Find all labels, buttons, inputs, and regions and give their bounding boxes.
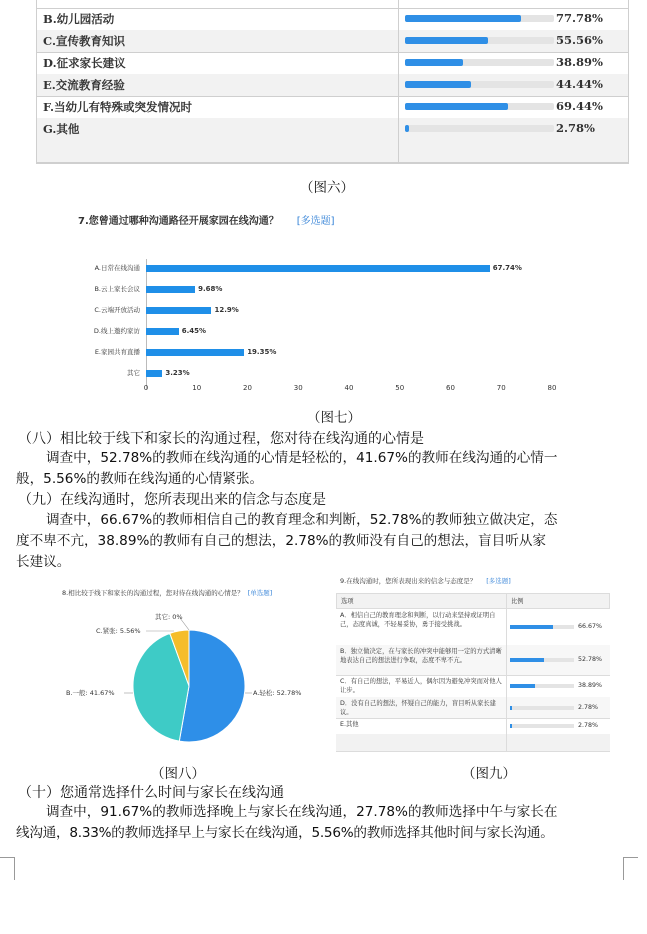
- paragraph-line: 度不卑不亢，38.89%的教师有自己的想法，2.78%的教师没有自己的想法，盲目听从家: [16, 533, 547, 549]
- section10-heading: （十）您通常选择什么时间与家长在线沟通: [18, 785, 284, 801]
- table-row: [336, 675, 610, 698]
- figure8-pie-chart: [0, 600, 330, 760]
- data-label: 6.45%: [181, 327, 207, 335]
- question-text: 8.相比较于线下和家长的沟通过程，您对待在线沟通的心情是？: [62, 589, 244, 597]
- row-percent: 77.78%: [556, 11, 603, 25]
- figure9-table: [336, 593, 610, 751]
- question-text: 7.您曾通过哪种沟通路径开展家园在线沟通？: [78, 216, 279, 227]
- slice-label: B.一般: 41.67%: [66, 689, 115, 697]
- paragraph-line: 调查中，52.78%的教师在线沟通的心情是轻松的，41.67%的教师在线沟通的心情一: [46, 450, 558, 466]
- table-row: [336, 609, 610, 646]
- progress-fill: [510, 706, 512, 710]
- bar: [146, 349, 244, 356]
- bar: [146, 307, 211, 314]
- paragraph-line: 线沟通，8.33%的教师选择早上与家长在线沟通，5.56%的教师选择其他时间与家长沟通。: [16, 825, 554, 841]
- row-label: B.幼儿园活动: [43, 12, 115, 26]
- progress-track: [510, 706, 574, 710]
- bar: [146, 328, 179, 335]
- question-text: 9.在线沟通时，您所表现出来的信念与态度是？: [340, 577, 477, 585]
- data-label: 67.74%: [492, 264, 522, 272]
- table-row: [336, 645, 610, 676]
- figure8-question: [62, 588, 272, 597]
- section9-heading: （九）在线沟通时，您所表现出来的信念与态度是: [18, 492, 326, 508]
- progress-fill: [510, 724, 512, 728]
- row-percent: 55.56%: [556, 33, 603, 47]
- x-tick-label: 70: [496, 384, 506, 392]
- figure9-caption: （图九）: [462, 766, 516, 782]
- figure8-caption: （图八）: [151, 766, 205, 782]
- row-percent: 52.78%: [578, 656, 603, 663]
- slice-label: C.紧张: 5.56%: [96, 627, 141, 635]
- page-corner-mark: [0, 857, 15, 880]
- data-label: 9.68%: [198, 285, 223, 293]
- x-tick-label: 80: [547, 384, 557, 392]
- option-text: D．没有自己的想法，怀疑自己的能力，盲目听从家长建议。: [340, 700, 496, 716]
- x-tick-label: 20: [243, 384, 252, 392]
- table-row: [336, 697, 610, 719]
- table-row: [336, 718, 610, 735]
- category-label: A.日常在线沟通: [94, 264, 140, 272]
- progress-track: [510, 684, 574, 688]
- bar: [146, 370, 162, 377]
- progress-fill: [510, 658, 544, 662]
- figure6-caption: （图六）: [300, 180, 354, 196]
- section8-heading: （八）相比较于线下和家长的沟通过程，您对待在线沟通的心情是: [18, 431, 424, 447]
- row-label: F.当幼儿有特殊或突发情况时: [43, 100, 193, 114]
- page-corner-mark: [623, 857, 638, 880]
- row-percent: 38.89%: [556, 55, 603, 69]
- progress-track: [510, 625, 574, 629]
- paragraph-line: 般，5.56%的教师在线沟通的心情紧张。: [16, 471, 264, 487]
- row-percent: 38.89%: [578, 682, 603, 689]
- question-type-tag: [多选题]: [486, 577, 511, 585]
- data-label: 12.9%: [214, 306, 239, 314]
- row-label: D.征求家长建议: [43, 56, 126, 70]
- row-label: G.其他: [43, 122, 80, 136]
- column-header-option: 选项: [341, 598, 354, 605]
- bar: [146, 286, 195, 293]
- category-label: E.家园共育直播: [94, 348, 140, 356]
- bar: [146, 265, 490, 272]
- category-label: C.云端开放活动: [94, 306, 140, 314]
- x-tick-label: 50: [395, 384, 405, 392]
- column-header-ratio: 比例: [511, 598, 524, 605]
- section9-paragraph: [16, 510, 636, 573]
- data-label: 19.35%: [247, 348, 277, 356]
- row-label: E.交流教育经验: [43, 78, 125, 92]
- progress-track: [510, 658, 574, 662]
- question-type-tag: [单选题]: [247, 589, 273, 597]
- column-divider: [506, 593, 507, 751]
- table-row: [336, 734, 610, 752]
- category-label: 其它: [127, 369, 140, 377]
- progress-fill: [510, 684, 535, 688]
- paragraph-line: 调查中，91.67%的教师选择晚上与家长在线沟通，27.78%的教师选择中午与家长在: [46, 804, 558, 820]
- slice-label: 其它: 0%: [155, 613, 183, 621]
- row-percent: 66.67%: [578, 623, 603, 630]
- slice-label: A.轻松: 52.78%: [253, 689, 302, 697]
- figure7-chart: [0, 0, 647, 400]
- x-tick-label: 10: [192, 384, 202, 392]
- option-text: C．有自己的想法，平易近人，偶尔因为避免冲突而对他人让步。: [340, 678, 502, 694]
- table-header: [336, 593, 610, 609]
- x-tick-label: 60: [446, 384, 455, 392]
- progress-track: [510, 724, 574, 728]
- row-percent: 44.44%: [556, 77, 603, 91]
- option-text: A．相信自己的教育理念和判断，以行动来坚持或证明自己，态度真诚，不轻易妥协，勇于接受挑战。: [340, 612, 496, 628]
- row-percent: 2.78%: [578, 722, 599, 729]
- progress-fill: [510, 625, 553, 629]
- data-label: 3.23%: [165, 369, 190, 377]
- x-tick-label: 40: [344, 384, 354, 392]
- row-percent: 2.78%: [556, 121, 595, 135]
- category-label: B.云上家长会议: [94, 285, 140, 293]
- paragraph-line: 长建议。: [16, 554, 71, 570]
- row-label: C.宣传教育知识: [43, 34, 125, 48]
- option-text: E.其他: [340, 721, 359, 728]
- section8-paragraph: [16, 448, 636, 490]
- x-tick-label: 0: [143, 384, 149, 392]
- figure9-question: [340, 576, 511, 585]
- x-tick-label: 30: [293, 384, 303, 392]
- category-label: D.线上邀约家访: [93, 327, 140, 335]
- section10-paragraph: [16, 802, 641, 844]
- figure7-caption: （图七）: [307, 410, 361, 426]
- paragraph-line: 调查中，66.67%的教师相信自己的教育理念和判断，52.78%的教师独立做决定，态: [46, 512, 558, 528]
- row-percent: 2.78%: [578, 703, 599, 711]
- question-type-tag: [多选题]: [296, 216, 335, 227]
- option-text: B．独立做决定，在与家长的冲突中能够用一定的方式清晰地表达自己的想法进行争取，态度不卑不亢。: [340, 648, 502, 664]
- row-percent: 69.44%: [556, 99, 603, 113]
